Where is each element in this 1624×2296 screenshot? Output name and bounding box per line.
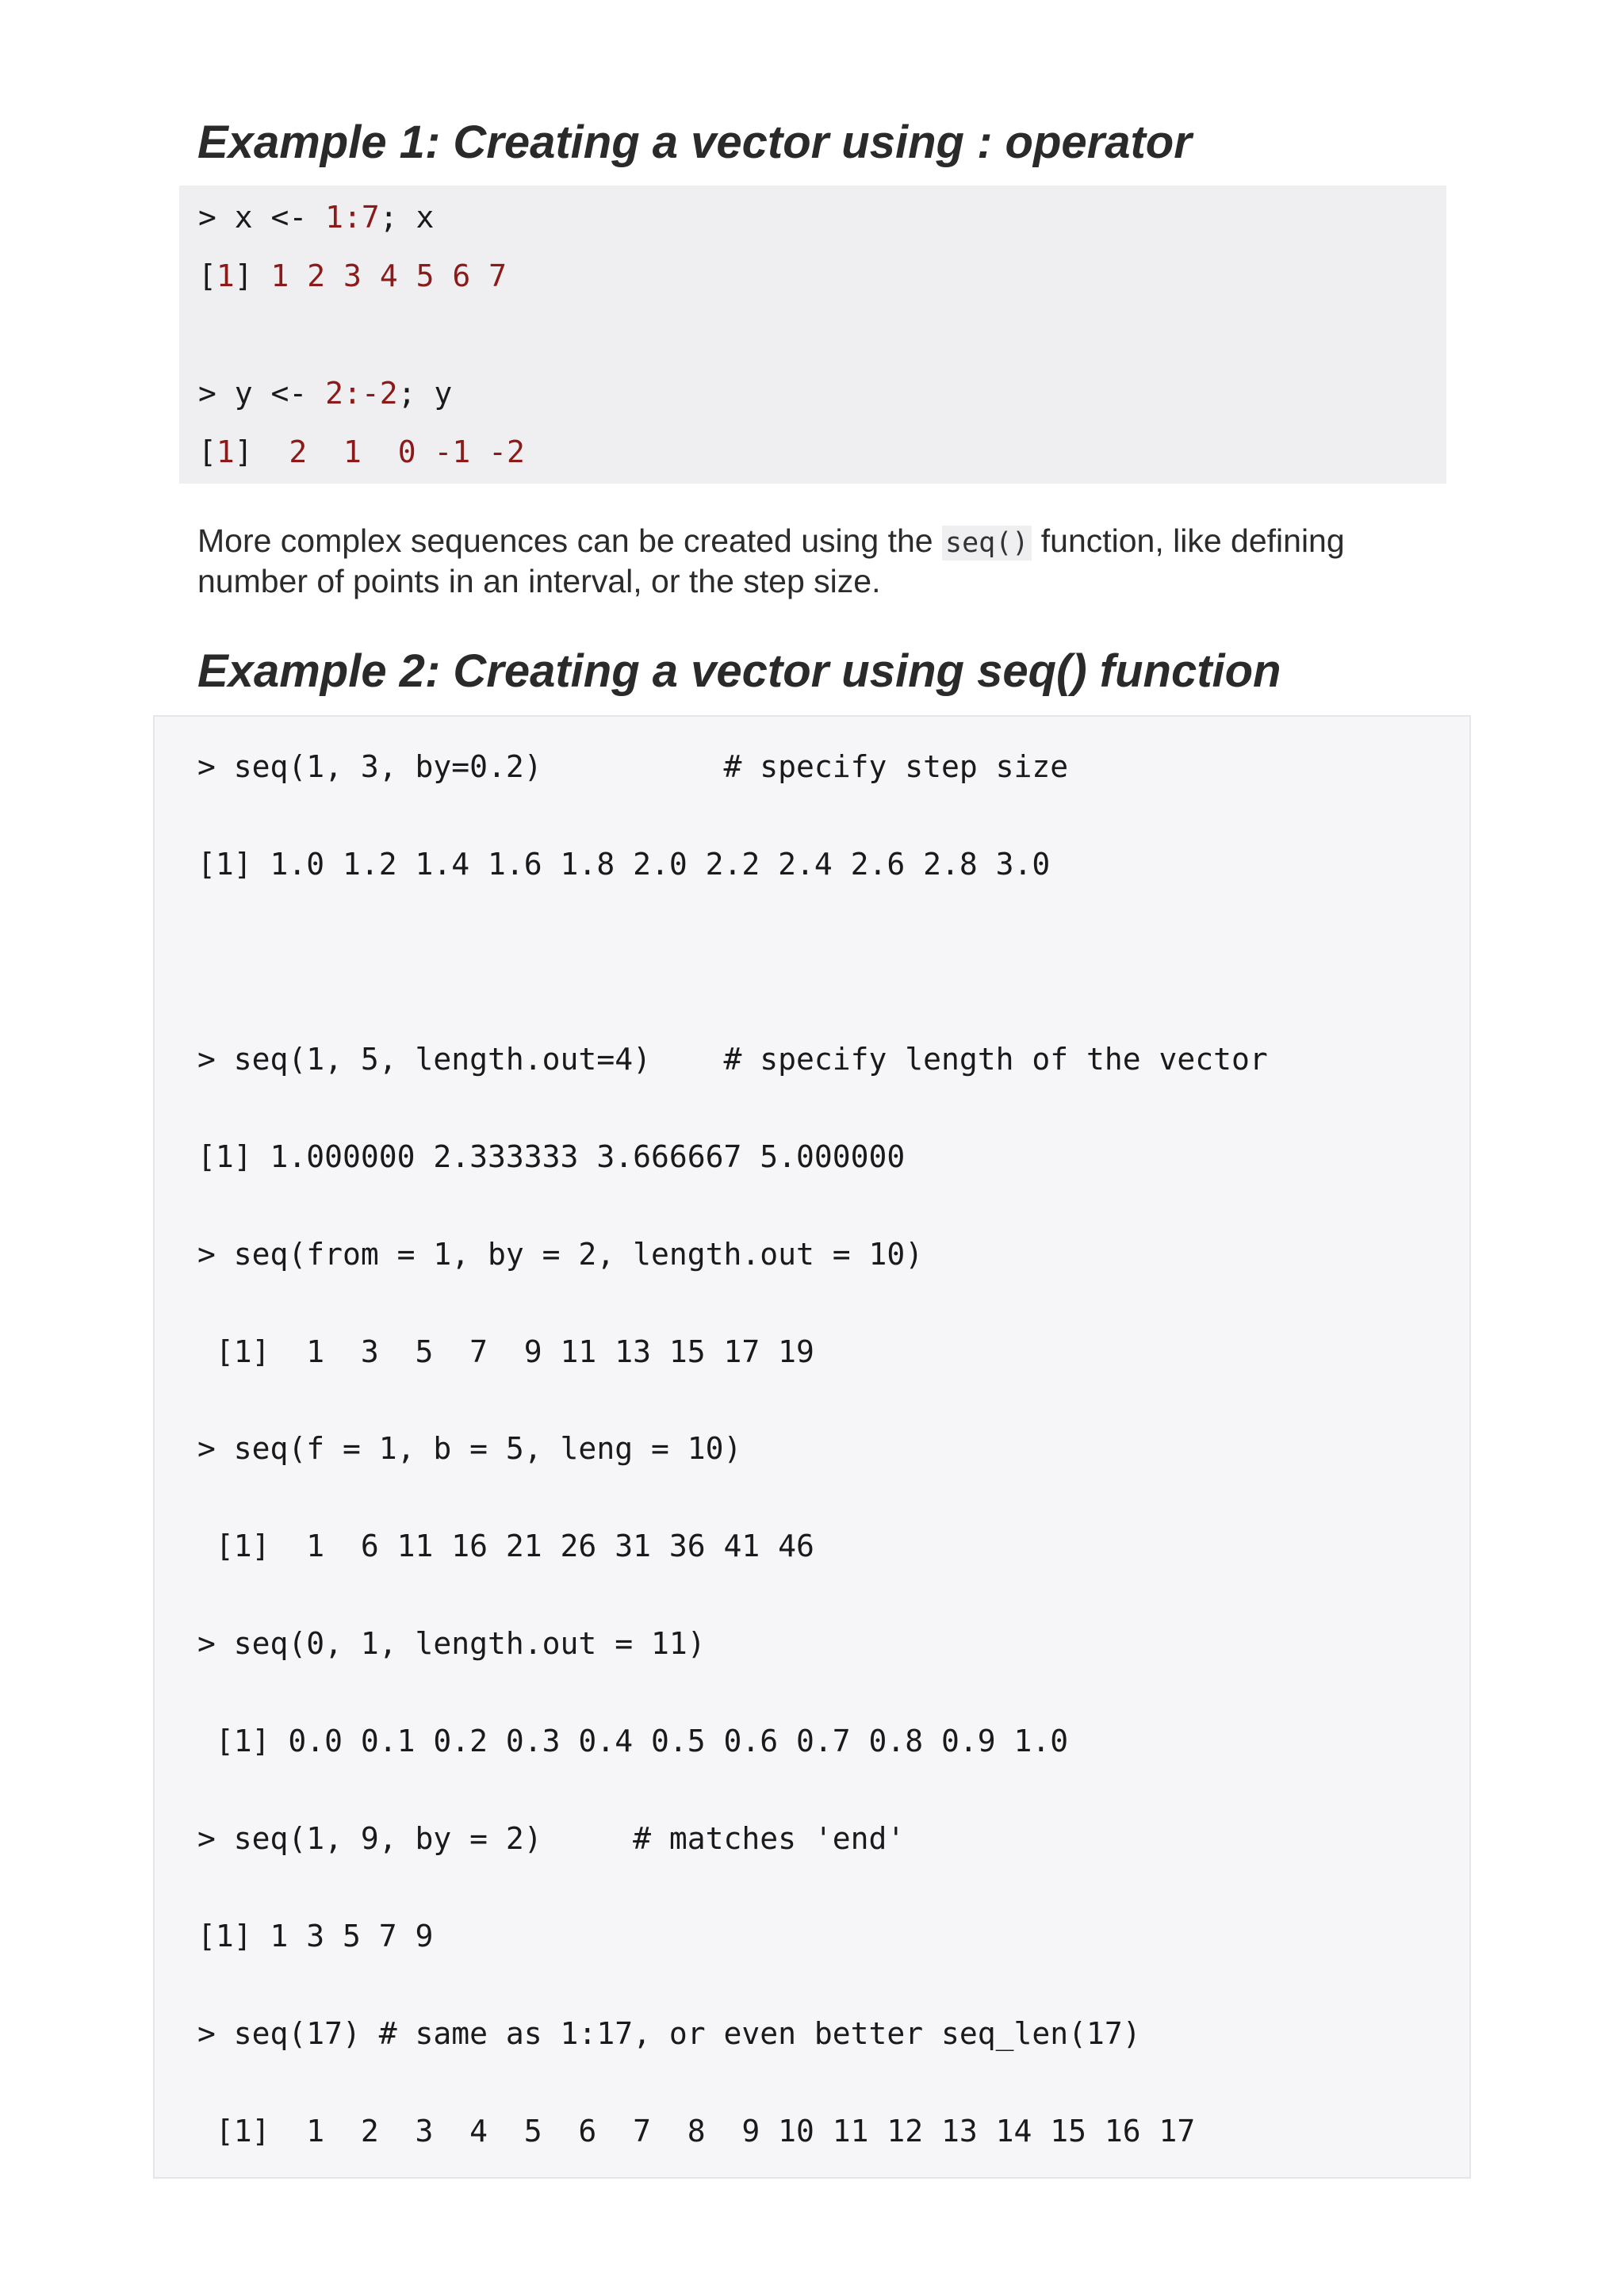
code-line-6: [1] 1 3 5 7 9 11 13 15 17 19 bbox=[197, 1334, 814, 1369]
code-line-7: > seq(f = 1, b = 5, leng = 10) bbox=[197, 1431, 742, 1466]
code-number: 1 2 3 4 5 6 7 bbox=[270, 258, 507, 293]
code-text: ] bbox=[234, 258, 271, 293]
code-line-8: [1] 1 6 11 16 21 26 31 36 41 46 bbox=[197, 1529, 814, 1563]
code-line-3 bbox=[198, 375, 452, 411]
code-number: 1 bbox=[216, 258, 235, 293]
code-line-2: [1] 1.0 1.2 1.4 1.6 1.8 2.0 2.2 2.4 2.6 2.8 3.0 bbox=[197, 847, 1051, 882]
code-text: [ bbox=[198, 434, 216, 469]
code-line-13: > seq(17) # same as 1:17, or even better seq_len(17) bbox=[197, 2016, 1141, 2051]
code-line-10: [1] 0.0 0.1 0.2 0.3 0.4 0.5 0.6 0.7 0.8 0.9 1.0 bbox=[197, 1724, 1069, 1758]
code-text: ; x bbox=[379, 200, 435, 235]
example-1-heading: Example 1: Creating a vector using : operator bbox=[197, 117, 1192, 168]
code-line-12: [1] 1 3 5 7 9 bbox=[197, 1919, 434, 1954]
code-line-14: [1] 1 2 3 4 5 6 7 8 9 10 11 12 13 14 15 16 17 bbox=[197, 2114, 1196, 2149]
code-line-9: > seq(0, 1, length.out = 11) bbox=[197, 1626, 706, 1661]
code-line-1: > seq(1, 3, by=0.2) # specify step size bbox=[197, 749, 1069, 784]
code-number: 2:-2 bbox=[325, 376, 398, 411]
example-2-code-block bbox=[153, 715, 1471, 2179]
code-number: 1 bbox=[216, 434, 235, 469]
code-line-4: [1] 1.000000 2.333333 3.666667 5.000000 bbox=[197, 1139, 906, 1174]
code-line-3: > seq(1, 5, length.out=4) # specify length of the vector bbox=[197, 1042, 1268, 1077]
code-text: ] bbox=[234, 434, 289, 469]
code-line-4 bbox=[198, 434, 525, 470]
seq-description-paragraph bbox=[197, 522, 1434, 600]
code-text: [ bbox=[198, 258, 216, 293]
code-line-1 bbox=[198, 199, 434, 235]
inline-code-seq: seq() bbox=[942, 526, 1032, 561]
paragraph-text: More complex sequences can be created using the bbox=[197, 522, 942, 559]
code-line-5: > seq(from = 1, by = 2, length.out = 10) bbox=[197, 1237, 924, 1272]
code-text: > x <- bbox=[198, 200, 326, 235]
code-text: > y <- bbox=[198, 376, 326, 411]
example-2-heading: Example 2: Creating a vector using seq() function bbox=[197, 645, 1281, 697]
paragraph-text: function, like defining number of points in an interval, or the step size. bbox=[197, 522, 1345, 599]
code-text: ; y bbox=[397, 376, 453, 411]
code-number: 2 1 0 -1 -2 bbox=[289, 434, 525, 469]
example-1-code-block bbox=[179, 186, 1446, 484]
code-line-11: > seq(1, 9, by = 2) # matches 'end' bbox=[197, 1821, 906, 1856]
code-line-2 bbox=[198, 258, 507, 294]
code-number: 1:7 bbox=[325, 200, 380, 235]
